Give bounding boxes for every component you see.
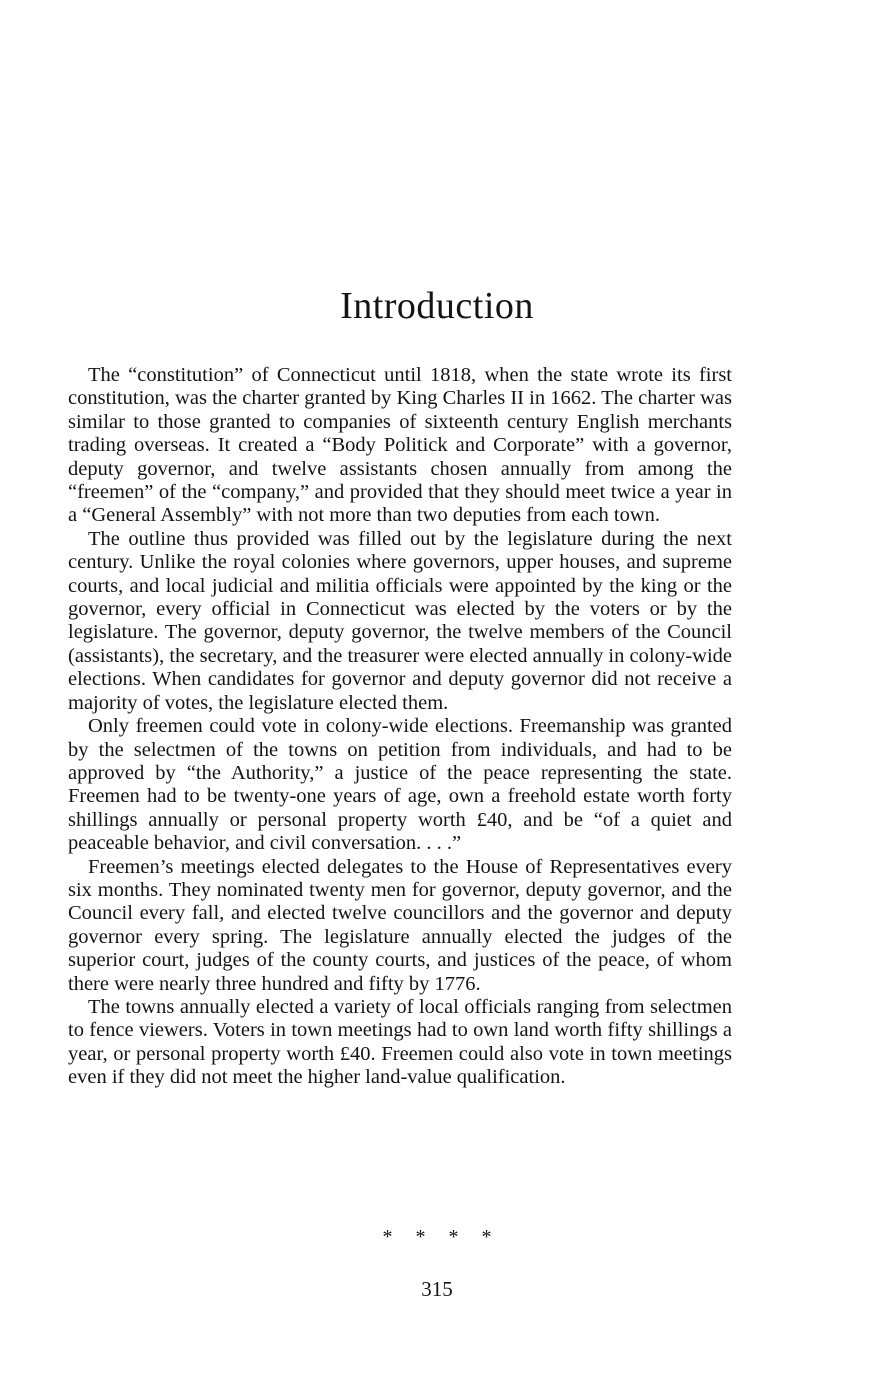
- paragraph-3: Only freemen could vote in colony-wide elections. Freemanship was granted by the selectmen of the towns on petition from individuals, and had to be approved by “the Authority,” a justice of the peace representing the state. Freemen had to be twenty-one years of age, own a freehold estate worth forty shillings annually or personal property worth £40, and be “of a quiet and peaceable behavior, and civil conversation. . . .”: [68, 715, 732, 855]
- page-title: Introduction: [340, 285, 534, 327]
- paragraph-5: The towns annually elected a variety of local officials ranging from selectmen to fence viewers. Voters in town meetings had to own land worth fifty shillings a year, or personal property worth £40. Freemen could also vote in town meetings even if they did not meet the higher land-value qualification.: [68, 995, 732, 1089]
- page-number: 315: [421, 1277, 453, 1301]
- paragraph-2: The outline thus provided was filled out by the legislature during the next century. Unlike the royal colonies where governors, upper houses, and supreme courts, and local judicial and militia officials were appointed by the king or the governor, every official in Connecticut was elected by the voters or by the legislature. The governor, deputy governor, the twelve members of the Council (assistants), the secretary, and the treasurer were elected annually in colony-wide elections. When candidates for governor and deputy governor did not receive a majority of votes, the legislature elected them.: [68, 527, 732, 714]
- paragraph-1: The “constitution” of Connecticut until 1818, when the state wrote its first constitution, was the charter granted by King Charles II in 1662. The charter was similar to those granted to companies of sixteenth century English merchants trading overseas. It created a “Body Politick and Corporate” with a governor, deputy governor, and twelve assistants chosen annually from among the “freemen” of the “company,” and provided that they should meet twice a year in a “General Assembly” with not more than two deputies from each town.: [68, 364, 732, 527]
- body-text: [68, 364, 732, 1090]
- section-break-ornament: * * * *: [382, 1226, 492, 1248]
- paragraph-4: Freemen’s meetings elected delegates to the House of Representatives every six months. They nominated twenty men for governor, deputy governor, and the Council every fall, and elected twelve councillors and the governor and deputy governor every spring. The legislature annually elected the judges of the superior court, judges of the county courts, and justices of the peace, of whom there were nearly three hundred and fifty by 1776.: [68, 855, 732, 995]
